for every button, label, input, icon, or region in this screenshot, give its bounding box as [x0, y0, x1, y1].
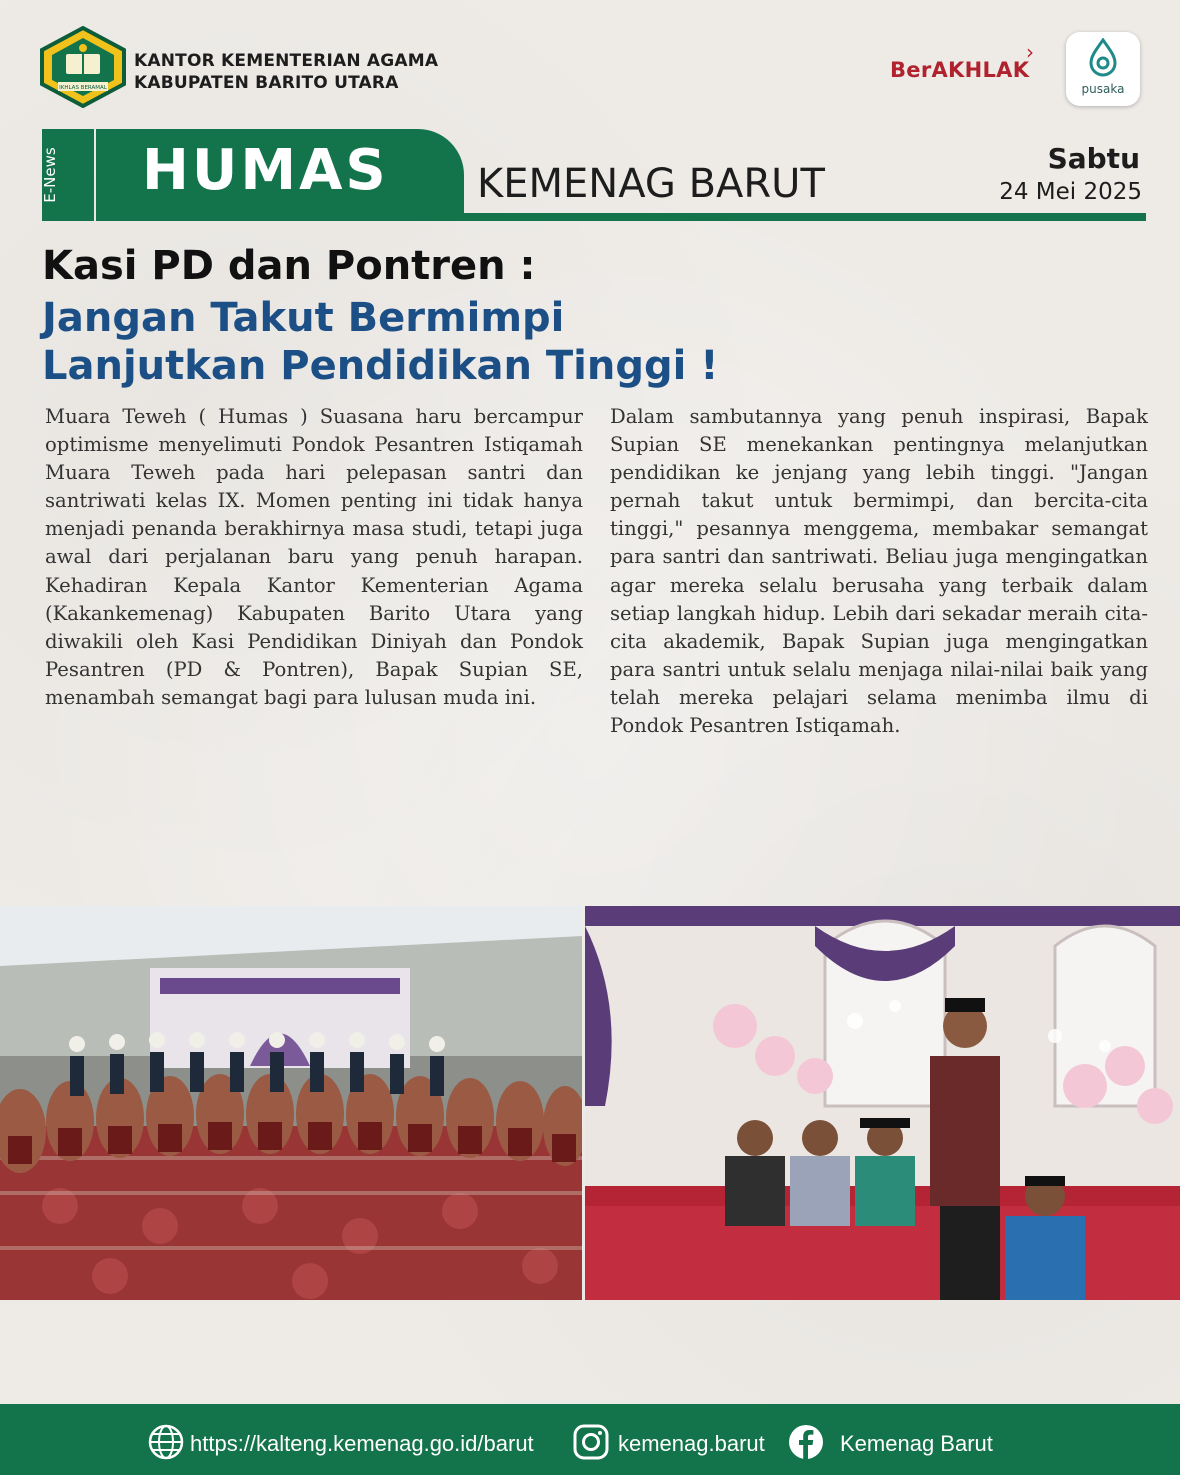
pusaka-label: pusaka: [1081, 82, 1125, 96]
website-link[interactable]: https://kalteng.kemenag.go.id/barut: [190, 1431, 534, 1456]
headline-kicker: Kasi PD dan Pontren :: [42, 243, 536, 289]
graduation-group-photo: [0, 906, 582, 1300]
facebook-link[interactable]: Kemenag Barut: [840, 1431, 993, 1456]
publish-date: 24 Mei 2025: [999, 179, 1142, 205]
publish-day: Sabtu: [1047, 142, 1140, 175]
headline-main-line-1: Jangan Takut Bermimpi: [42, 295, 565, 341]
article-column-left: Muara Teweh ( Humas ) Suasana haru bercampur optimisme menyelimuti Pondok Pesantren Istiqamah Muara Teweh pada hari pelepasan santri dan santriwati kelas IX. Momen penting ini tidak hanya menjadi penanda berakhirnya masa studi, tetapi juga awal dari perjalanan baru yang penuh harapan. Kehadiran Kepala Kantor Kementerian Agama (Kakankemenag) Kabupaten Barito Utara yang diwakili oleh Kasi Pendidikan Diniyah dan Pondok Pesantren (PD & Pontren), Bapak Supian SE, menambah semangat bagi para lulusan muda ini.: [45, 405, 583, 709]
instagram-link[interactable]: kemenag.barut: [618, 1431, 765, 1456]
logo-motto: IKHLAS BERAMAL: [59, 85, 107, 91]
speech-photo-illustration: [585, 906, 1180, 1300]
pusaka-drop-icon: [1088, 38, 1118, 78]
organization-name: [134, 50, 438, 94]
globe-icon: [147, 1423, 185, 1461]
facebook-icon: [787, 1423, 825, 1461]
group-photo-illustration: [0, 906, 582, 1300]
instagram-icon: [572, 1423, 610, 1461]
org-line-1: KANTOR KEMENTERIAN AGAMA: [134, 51, 439, 71]
org-line-2: KABUPATEN BARITO UTARA: [134, 73, 399, 93]
pusaka-logo: [1066, 32, 1140, 106]
speech-photo: [585, 906, 1180, 1300]
kemenag-logo: [38, 26, 128, 108]
berakhlak-logo: BerAKHLAK: [890, 58, 1030, 82]
enews-label: E-News: [41, 147, 59, 203]
headline-main-line-2: Lanjutkan Pendidikan Tinggi !: [42, 343, 719, 389]
banner-underline: [464, 213, 1146, 221]
humas-title: HUMAS: [142, 138, 389, 203]
article-column-right: Dalam sambutannya yang penuh inspirasi, Bapak Supian SE menekankan pentingnya melanjutkan pendidikan ke jenjang yang lebih tinggi. "Jangan pernah takut untuk bermimpi, dan bercita-cita tinggi," pesannya menggema, membakar semangat para santri dan santriwati. Beliau juga mengingatkan agar mereka selalu berusaha yang terbaik dalam setiap langkah hidup. Lebih dari sekadar meraih cita-cita akademik, Bapak Supian juga mengingatkan para santri untuk selalu menjaga nilai-nilai baik yang telah mereka pelajari selama menimba ilmu di Pondok Pesantren Istiqamah.: [610, 405, 1148, 738]
banner-subtitle: KEMENAG BARUT: [477, 161, 825, 207]
chevron-right-icon: ›: [1026, 40, 1034, 64]
